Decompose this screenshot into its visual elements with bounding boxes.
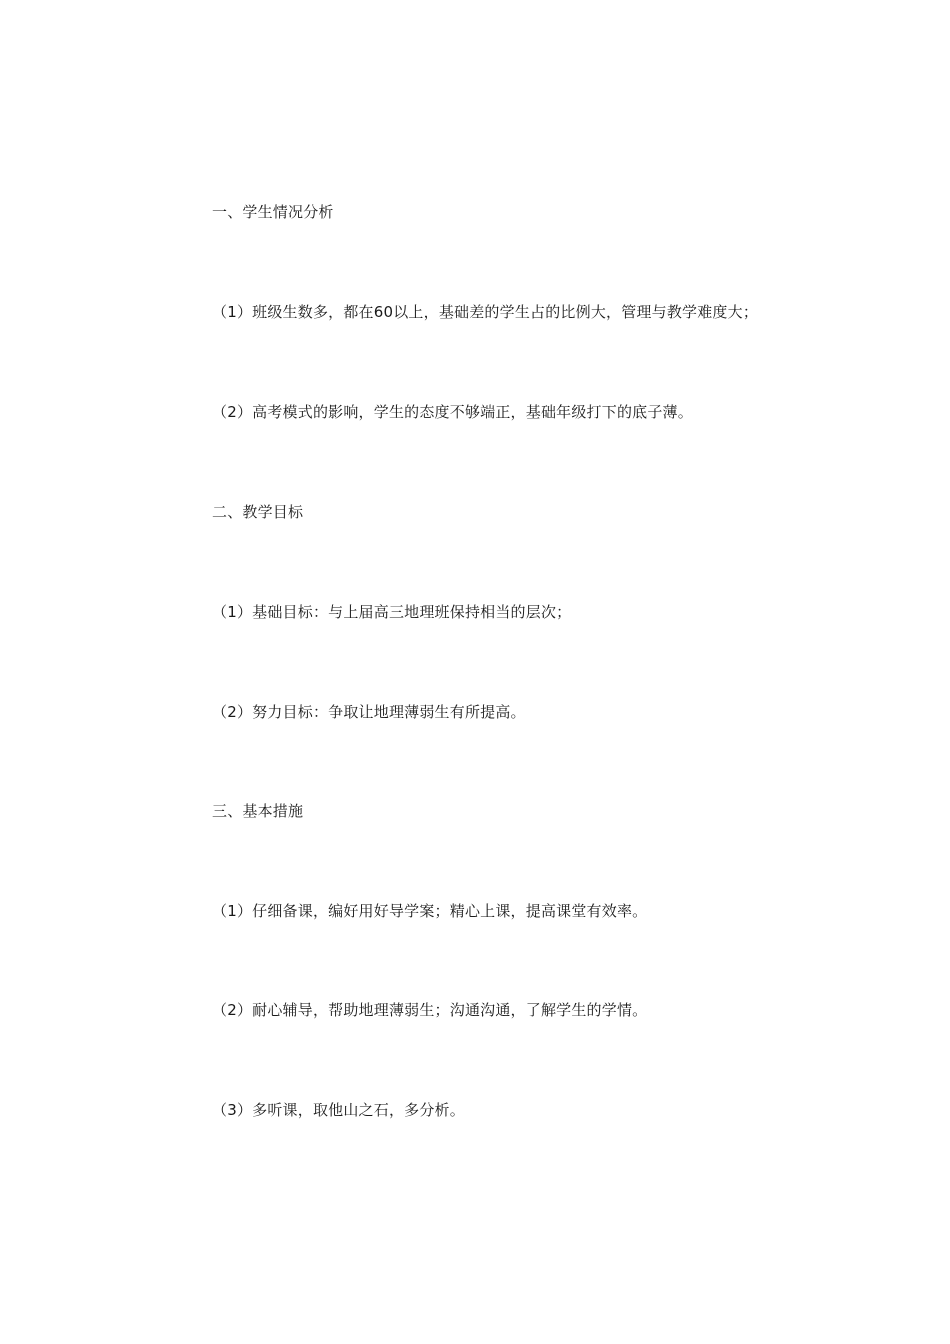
paragraph-basic-measures-2: （2）耐心辅导，帮助地理薄弱生；沟通沟通，了解学生的学情。 bbox=[212, 1001, 648, 1019]
paragraph-basic-measures-1: （1）仔细备课，编好用好导学案；精心上课，提高课堂有效率。 bbox=[212, 902, 648, 920]
section-heading-student-analysis: 一、学生情况分析 bbox=[212, 203, 334, 221]
paragraph-basic-measures-3: （3）多听课，取他山之石，多分析。 bbox=[212, 1101, 465, 1119]
section-heading-basic-measures: 三、基本措施 bbox=[212, 802, 304, 820]
paragraph-student-analysis-2: （2）高考模式的影响，学生的态度不够端正，基础年级打下的底子薄。 bbox=[212, 403, 693, 421]
paragraph-teaching-goals-1: （1）基础目标：与上届高三地理班保持相当的层次； bbox=[212, 603, 572, 621]
paragraph-teaching-goals-2: （2）努力目标：争取让地理薄弱生有所提高。 bbox=[212, 703, 526, 721]
paragraph-student-analysis-1: （1）班级生数多，都在60以上，基础差的学生占的比例大，管理与教学难度大； bbox=[212, 303, 759, 321]
section-heading-teaching-goals: 二、教学目标 bbox=[212, 503, 304, 521]
